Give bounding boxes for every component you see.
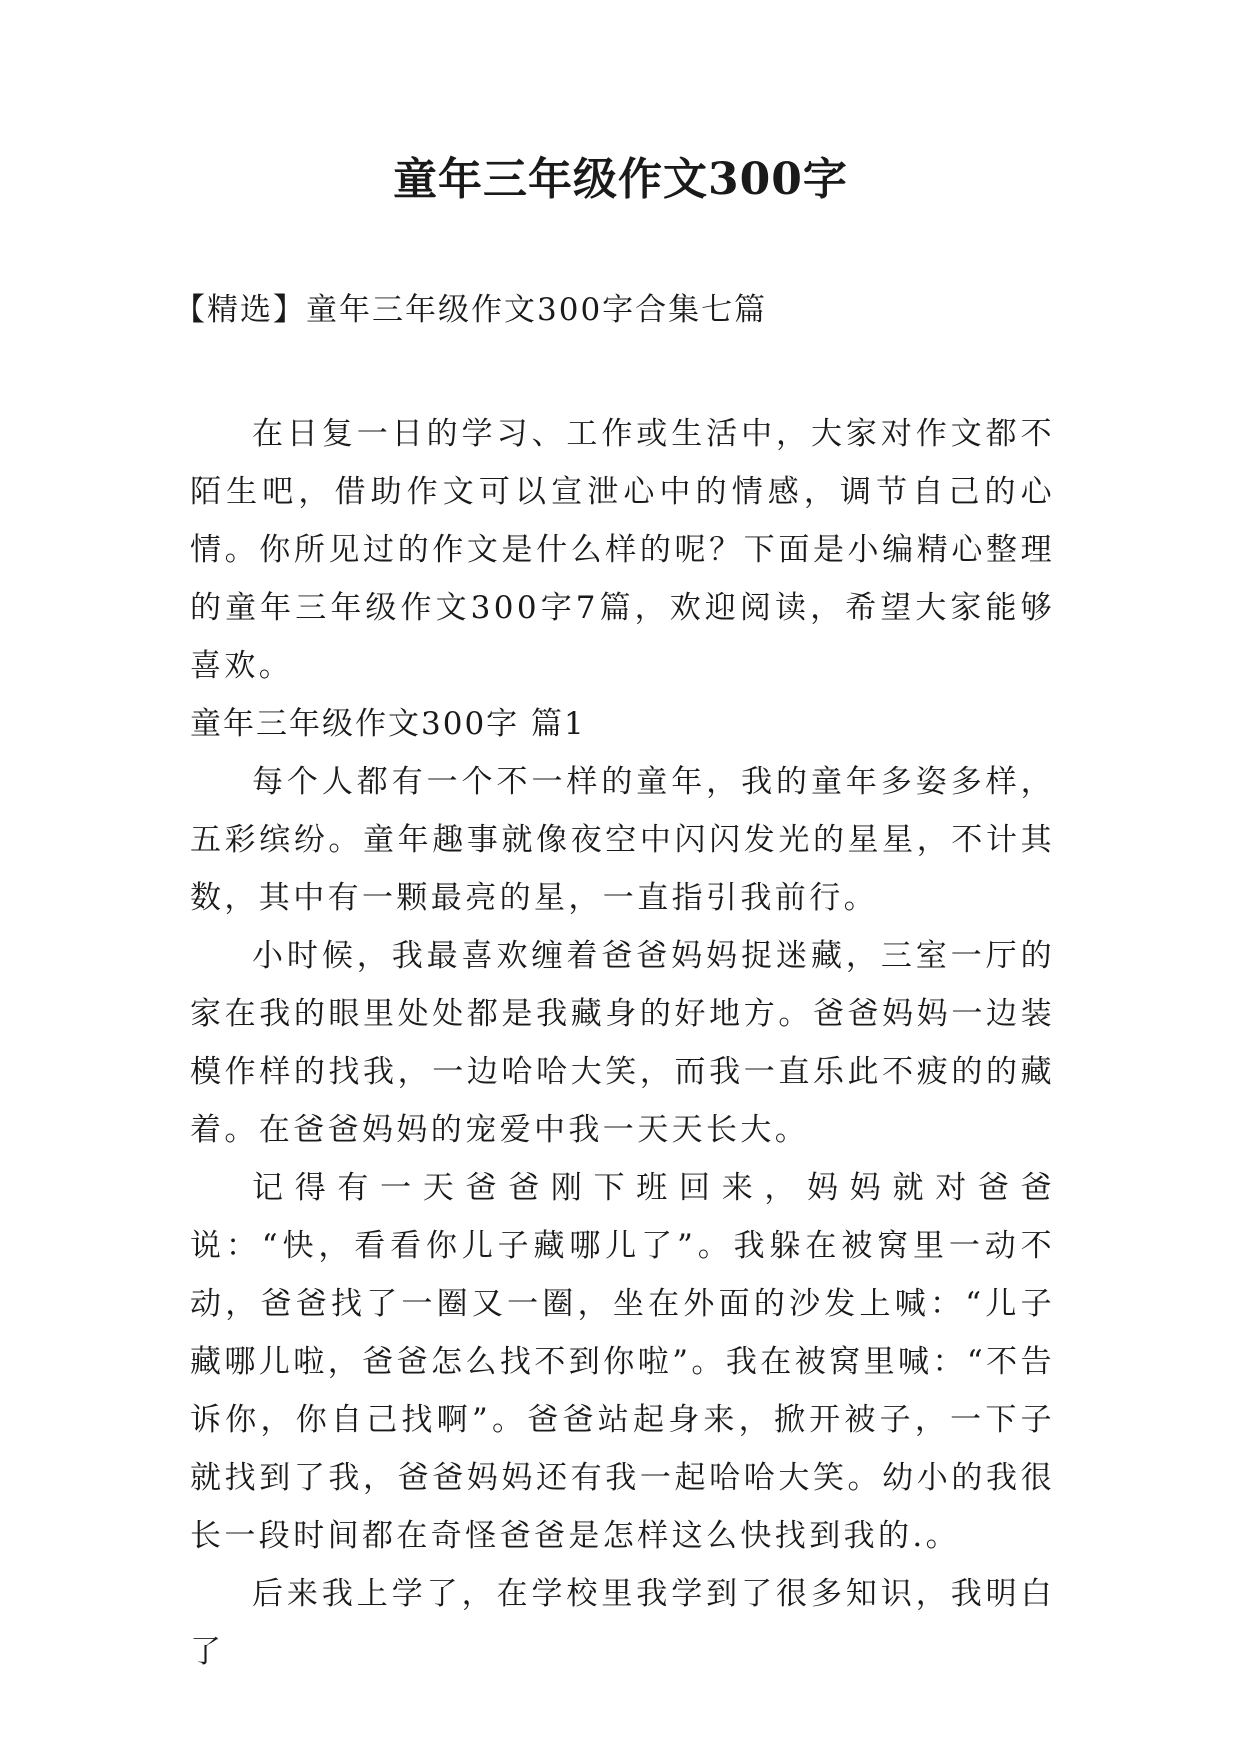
document-subtitle: 【精选】童年三年级作文300字合集七篇 [174, 292, 768, 328]
body-paragraph: 记得有一天爸爸刚下班回来，妈妈就对爸爸说：“快，看看你儿子藏哪儿了”。我躲在被窝里一动不动，爸爸找了一圈又一圈，坐在外面的沙发上喊：“儿子藏哪儿啦，爸爸怎么找不到你啦”。我在被窝里喊：“不告诉你，你自己找啊”。爸爸站起身来，掀开被子，一下子就找到了我，爸爸妈妈还有我一起哈哈大笑。幼小的我很长一段时间都在奇怪爸爸是怎样这么快找到我的.。 [190, 1170, 1055, 1554]
section-heading: 童年三年级作文300字 篇1 [190, 706, 586, 742]
document-title: 童年三年级作文300字 [393, 154, 848, 205]
document-body [190, 405, 1055, 1681]
body-paragraph: 小时候，我最喜欢缠着爸爸妈妈捉迷藏，三室一厅的家在我的眼里处处都是我藏身的好地方。爸爸妈妈一边装模作样的找我，一边哈哈大笑，而我一直乐此不疲的的藏着。在爸爸妈妈的宠爱中我一天天长大。 [190, 938, 1055, 1148]
intro-paragraph: 在日复一日的学习、工作或生活中，大家对作文都不陌生吧，借助作文可以宣泄心中的情感，调节自己的心情。你所见过的作文是什么样的呢？下面是小编精心整理的童年三年级作文300字7篇，欢迎阅读，希望大家能够喜欢。 [190, 416, 1055, 684]
body-paragraph: 后来我上学了，在学校里我学到了很多知识，我明白了 [190, 1576, 1055, 1670]
body-paragraph: 每个人都有一个不一样的童年，我的童年多姿多样，五彩缤纷。童年趣事就像夜空中闪闪发光的星星，不计其数，其中有一颗最亮的星，一直指引我前行。 [190, 764, 1055, 916]
